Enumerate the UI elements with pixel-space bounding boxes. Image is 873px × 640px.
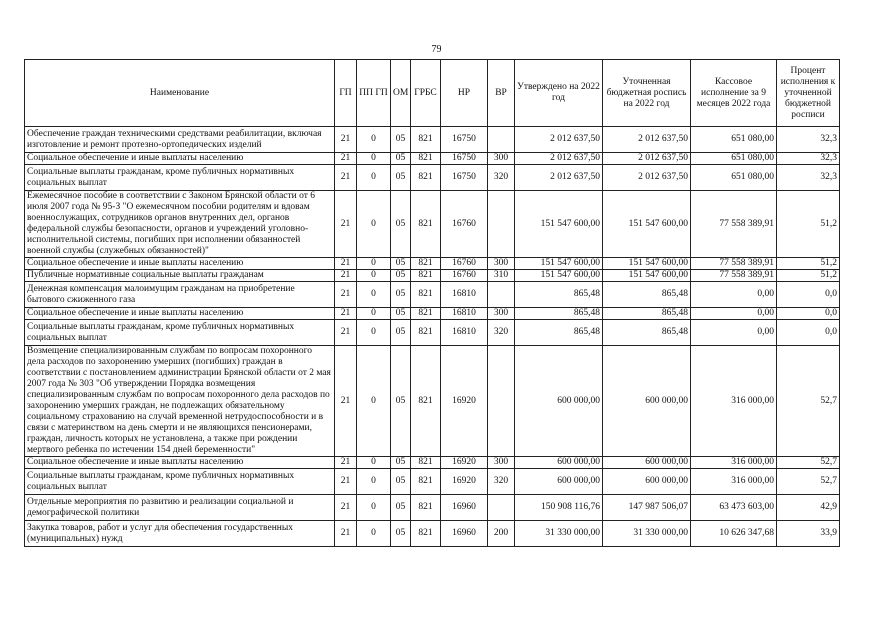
row-om: 05: [391, 270, 411, 282]
row-executed: 651 080,00: [691, 153, 777, 165]
row-np: 16960: [441, 521, 488, 547]
row-executed: 0,00: [691, 320, 777, 346]
row-executed: 0,00: [691, 308, 777, 320]
row-percent: 0,0: [777, 282, 840, 308]
row-name: Социальные выплаты гражданам, кроме публичных нормативных социальных выплат: [25, 165, 335, 191]
row-name: Социальное обеспечение и иные выплаты населению: [25, 308, 335, 320]
row-np: 16750: [441, 127, 488, 153]
row-grbs: 821: [411, 127, 441, 153]
row-grbs: 821: [411, 282, 441, 308]
row-percent: 51,2: [777, 258, 840, 270]
row-ppgp: 0: [357, 191, 391, 258]
row-name: Закупка товаров, работ и услуг для обеспечения государственных (муниципальных) нужд: [25, 521, 335, 547]
header-np: НР: [441, 60, 488, 127]
table-row: [25, 346, 840, 457]
row-om: 05: [391, 127, 411, 153]
table-row: [25, 270, 840, 282]
row-ppgp: 0: [357, 469, 391, 495]
row-ppgp: 0: [357, 320, 391, 346]
row-refined: 151 547 600,00: [603, 270, 691, 282]
row-vr: [488, 282, 515, 308]
row-gp: 21: [335, 258, 357, 270]
table-row: [25, 521, 840, 547]
row-ppgp: 0: [357, 521, 391, 547]
row-gp: 21: [335, 308, 357, 320]
row-np: 16750: [441, 165, 488, 191]
row-percent: 52,7: [777, 457, 840, 469]
table-row: [25, 457, 840, 469]
row-np: 16810: [441, 282, 488, 308]
row-gp: 21: [335, 282, 357, 308]
row-executed: 316 000,00: [691, 346, 777, 457]
page-number: 79: [431, 44, 442, 55]
row-gp: 21: [335, 191, 357, 258]
row-name: Социальные выплаты гражданам, кроме публичных нормативных социальных выплат: [25, 320, 335, 346]
row-vr: 300: [488, 258, 515, 270]
row-executed: 651 080,00: [691, 165, 777, 191]
table-row: [25, 469, 840, 495]
row-om: 05: [391, 191, 411, 258]
row-om: 05: [391, 153, 411, 165]
header-vr: ВР: [488, 60, 515, 127]
row-name: Обеспечение граждан техническими средствами реабилитации, включая изготовление и ремонт протезно-ортопедических изделий: [25, 127, 335, 153]
row-name: Возмещение специализированным службам по вопросам похоронного дела расходов по захоронению умерших (погибших) граждан в соответствии с постановлением администрации Брянской области от 2 мая 2007 года № 303 "Об утверждении Порядка возмещения специализированным службам по вопросам похоронного дела расходов по захоронению умерших граждан, не подлежащих обязательному социальному страхованию на случай временной нетрудоспособности и в связи с материнством на день смерти и не являющихся пенсионерами, граждан, личность которых не установлена, а также при рождении мертвого ребенка по истечении 154 дней беременности": [25, 346, 335, 457]
row-ppgp: 0: [357, 165, 391, 191]
row-approved: 2 012 637,50: [515, 127, 603, 153]
row-approved: 2 012 637,50: [515, 165, 603, 191]
row-executed: 651 080,00: [691, 127, 777, 153]
header-ppgp: ПП ГП: [357, 60, 391, 127]
table-row: [25, 258, 840, 270]
table-row: [25, 191, 840, 258]
row-percent: 0,0: [777, 320, 840, 346]
row-percent: 33,9: [777, 521, 840, 547]
row-om: 05: [391, 521, 411, 547]
row-ppgp: 0: [357, 346, 391, 457]
table-row: [25, 127, 840, 153]
row-grbs: 821: [411, 153, 441, 165]
row-np: 16810: [441, 320, 488, 346]
row-om: 05: [391, 495, 411, 521]
row-ppgp: 0: [357, 308, 391, 320]
row-refined: 151 547 600,00: [603, 258, 691, 270]
row-grbs: 821: [411, 469, 441, 495]
row-name: Отдельные мероприятия по развитию и реализации социальной и демографической политики: [25, 495, 335, 521]
row-approved: 151 547 600,00: [515, 270, 603, 282]
row-np: 16810: [441, 308, 488, 320]
row-ppgp: 0: [357, 153, 391, 165]
row-om: 05: [391, 320, 411, 346]
header-grbs: ГРБС: [411, 60, 441, 127]
row-approved: 600 000,00: [515, 346, 603, 457]
header-gp: ГП: [335, 60, 357, 127]
row-vr: 320: [488, 469, 515, 495]
row-approved: 31 330 000,00: [515, 521, 603, 547]
row-percent: 0,0: [777, 308, 840, 320]
row-om: 05: [391, 258, 411, 270]
row-vr: 320: [488, 320, 515, 346]
row-grbs: 821: [411, 270, 441, 282]
row-om: 05: [391, 469, 411, 495]
header-percent: Процент исполнения к уточненной бюджетной росписи: [777, 60, 840, 127]
row-gp: 21: [335, 495, 357, 521]
row-vr: 300: [488, 308, 515, 320]
row-vr: 200: [488, 521, 515, 547]
row-np: 16920: [441, 346, 488, 457]
row-grbs: 821: [411, 521, 441, 547]
row-refined: 151 547 600,00: [603, 191, 691, 258]
row-name: Социальные выплаты гражданам, кроме публичных нормативных социальных выплат: [25, 469, 335, 495]
header-row: [25, 60, 840, 127]
row-approved: 600 000,00: [515, 457, 603, 469]
row-vr: 320: [488, 165, 515, 191]
row-executed: 77 558 389,91: [691, 258, 777, 270]
row-approved: 151 547 600,00: [515, 258, 603, 270]
row-grbs: 821: [411, 165, 441, 191]
row-name: Социальное обеспечение и иные выплаты населению: [25, 153, 335, 165]
header-name: Наименование: [25, 60, 335, 127]
table-row: [25, 165, 840, 191]
row-om: 05: [391, 282, 411, 308]
row-executed: 316 000,00: [691, 469, 777, 495]
row-np: 16760: [441, 191, 488, 258]
row-np: 16760: [441, 258, 488, 270]
row-gp: 21: [335, 521, 357, 547]
row-percent: 32,3: [777, 127, 840, 153]
row-refined: 147 987 506,07: [603, 495, 691, 521]
row-name: Денежная компенсация малоимущим гражданам на приобретение бытового сжиженного газа: [25, 282, 335, 308]
header-executed: Кассовое исполнение за 9 месяцев 2022 года: [691, 60, 777, 127]
row-refined: 2 012 637,50: [603, 153, 691, 165]
row-vr: 300: [488, 153, 515, 165]
row-grbs: 821: [411, 258, 441, 270]
row-executed: 10 626 347,68: [691, 521, 777, 547]
row-ppgp: 0: [357, 457, 391, 469]
row-percent: 32,3: [777, 153, 840, 165]
row-np: 16750: [441, 153, 488, 165]
row-np: 16960: [441, 495, 488, 521]
row-approved: 600 000,00: [515, 469, 603, 495]
row-name: Публичные нормативные социальные выплаты гражданам: [25, 270, 335, 282]
table-row: [25, 153, 840, 165]
row-gp: 21: [335, 469, 357, 495]
row-name: Ежемесячное пособие в соответствии с Законом Брянской области от 6 июля 2007 года № 95-З "О ежемесячном пособии родителям и вдовам военнослужащих, сотрудников органов внутренних дел, органов федеральной службы безопасности, органов и учреждений уголовно-исполнительной системы, погибших при исполнении обязанностей военной службы (служебных обязанностей)": [25, 191, 335, 258]
row-om: 05: [391, 457, 411, 469]
row-percent: 52,7: [777, 346, 840, 457]
row-gp: 21: [335, 346, 357, 457]
header-om: ОМ: [391, 60, 411, 127]
row-grbs: 821: [411, 320, 441, 346]
row-refined: 600 000,00: [603, 457, 691, 469]
row-approved: 865,48: [515, 320, 603, 346]
row-vr: [488, 346, 515, 457]
row-vr: [488, 191, 515, 258]
row-approved: 151 547 600,00: [515, 191, 603, 258]
row-refined: 2 012 637,50: [603, 127, 691, 153]
row-grbs: 821: [411, 495, 441, 521]
row-gp: 21: [335, 153, 357, 165]
row-approved: 865,48: [515, 282, 603, 308]
row-percent: 51,2: [777, 270, 840, 282]
row-gp: 21: [335, 270, 357, 282]
row-executed: 0,00: [691, 282, 777, 308]
row-vr: 300: [488, 457, 515, 469]
row-vr: [488, 495, 515, 521]
row-ppgp: 0: [357, 270, 391, 282]
row-grbs: 821: [411, 457, 441, 469]
row-executed: 63 473 603,00: [691, 495, 777, 521]
row-ppgp: 0: [357, 495, 391, 521]
row-executed: 77 558 389,91: [691, 270, 777, 282]
row-gp: 21: [335, 320, 357, 346]
row-vr: 310: [488, 270, 515, 282]
row-gp: 21: [335, 457, 357, 469]
row-refined: 600 000,00: [603, 469, 691, 495]
row-refined: 600 000,00: [603, 346, 691, 457]
row-percent: 42,9: [777, 495, 840, 521]
row-refined: 31 330 000,00: [603, 521, 691, 547]
row-approved: 150 908 116,76: [515, 495, 603, 521]
row-refined: 2 012 637,50: [603, 165, 691, 191]
row-ppgp: 0: [357, 127, 391, 153]
row-executed: 77 558 389,91: [691, 191, 777, 258]
table-row: [25, 308, 840, 320]
row-refined: 865,48: [603, 320, 691, 346]
row-np: 16760: [441, 270, 488, 282]
row-np: 16920: [441, 457, 488, 469]
row-gp: 21: [335, 127, 357, 153]
row-approved: 865,48: [515, 308, 603, 320]
row-np: 16920: [441, 469, 488, 495]
row-grbs: 821: [411, 308, 441, 320]
row-om: 05: [391, 346, 411, 457]
row-ppgp: 0: [357, 258, 391, 270]
row-gp: 21: [335, 165, 357, 191]
row-percent: 51,2: [777, 191, 840, 258]
row-ppgp: 0: [357, 282, 391, 308]
row-percent: 52,7: [777, 469, 840, 495]
table-row: [25, 282, 840, 308]
row-vr: [488, 127, 515, 153]
header-refined: Уточненная бюджетная роспись на 2022 год: [603, 60, 691, 127]
row-refined: 865,48: [603, 282, 691, 308]
table-row: [25, 320, 840, 346]
table-row: [25, 495, 840, 521]
row-refined: 865,48: [603, 308, 691, 320]
row-om: 05: [391, 308, 411, 320]
row-approved: 2 012 637,50: [515, 153, 603, 165]
row-name: Социальное обеспечение и иные выплаты населению: [25, 457, 335, 469]
header-approved: Утверждено на 2022 год: [515, 60, 603, 127]
budget-table: [24, 59, 840, 547]
row-percent: 32,3: [777, 165, 840, 191]
row-name: Социальное обеспечение и иные выплаты населению: [25, 258, 335, 270]
row-grbs: 821: [411, 191, 441, 258]
row-executed: 316 000,00: [691, 457, 777, 469]
row-grbs: 821: [411, 346, 441, 457]
row-om: 05: [391, 165, 411, 191]
